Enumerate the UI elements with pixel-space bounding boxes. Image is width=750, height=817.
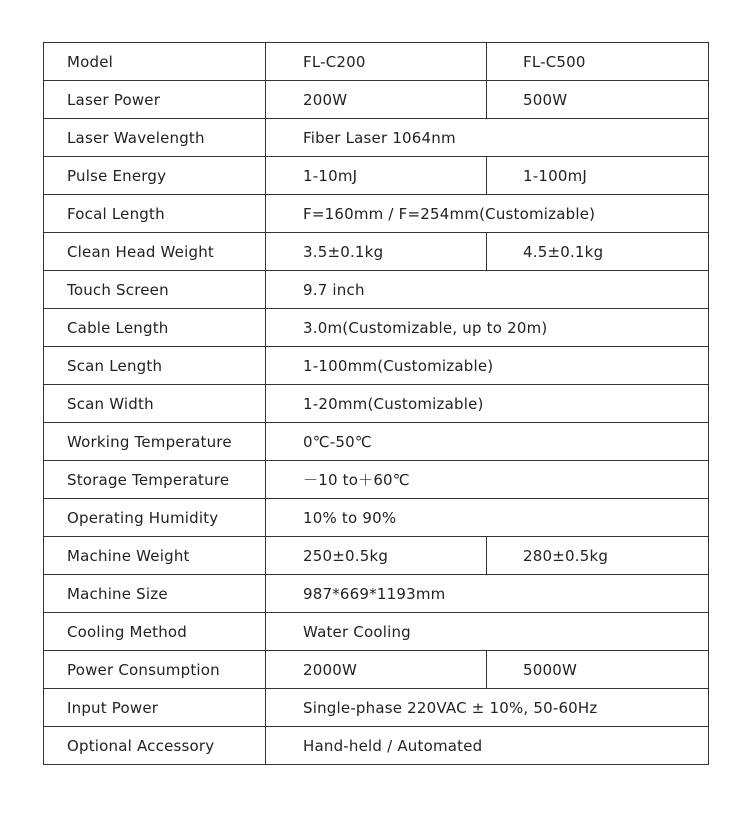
spec-label: Cable Length: [44, 309, 266, 347]
spec-label: Scan Width: [44, 385, 266, 423]
spec-label: Focal Length: [44, 195, 266, 233]
spec-value: 0℃-50℃: [266, 423, 709, 461]
table-row: [44, 575, 709, 613]
table-row: [44, 195, 709, 233]
spec-value-model-2: 5000W: [487, 651, 709, 689]
spec-value-model-1: FL-C200: [266, 43, 487, 81]
spec-value: －10 to＋60℃: [266, 461, 709, 499]
table-row: [44, 461, 709, 499]
table-row: [44, 157, 709, 195]
spec-value: 9.7 inch: [266, 271, 709, 309]
spec-label: Optional Accessory: [44, 727, 266, 765]
spec-value-model-1: 2000W: [266, 651, 487, 689]
spec-value: Fiber Laser 1064nm: [266, 119, 709, 157]
spec-label: Operating Humidity: [44, 499, 266, 537]
spec-value: Hand-held / Automated: [266, 727, 709, 765]
table-row: [44, 499, 709, 537]
table-row: [44, 309, 709, 347]
spec-value: 987*669*1193mm: [266, 575, 709, 613]
table-row: [44, 385, 709, 423]
spec-value: F=160mm / F=254mm(Customizable): [266, 195, 709, 233]
spec-label: Power Consumption: [44, 651, 266, 689]
spec-value: 3.0m(Customizable, up to 20m): [266, 309, 709, 347]
table-row: [44, 613, 709, 651]
spec-label: Input Power: [44, 689, 266, 727]
spec-value-model-1: 250±0.5kg: [266, 537, 487, 575]
table-row: [44, 119, 709, 157]
spec-value: 1-20mm(Customizable): [266, 385, 709, 423]
spec-value-model-2: FL-C500: [487, 43, 709, 81]
spec-value-model-1: 200W: [266, 81, 487, 119]
spec-value-model-1: 3.5±0.1kg: [266, 233, 487, 271]
spec-label: Pulse Energy: [44, 157, 266, 195]
table-row: [44, 81, 709, 119]
spec-label: Machine Weight: [44, 537, 266, 575]
spec-value-model-2: 280±0.5kg: [487, 537, 709, 575]
spec-label: Machine Size: [44, 575, 266, 613]
table-row: [44, 651, 709, 689]
spec-table-body: [44, 43, 709, 765]
spec-value-model-1: 1-10mJ: [266, 157, 487, 195]
spec-label: Storage Temperature: [44, 461, 266, 499]
spec-label: Model: [44, 43, 266, 81]
spec-value-model-2: 500W: [487, 81, 709, 119]
table-row: [44, 537, 709, 575]
table-row: [44, 727, 709, 765]
table-row: [44, 689, 709, 727]
spec-value: Single-phase 220VAC ± 10%, 50-60Hz: [266, 689, 709, 727]
table-row: [44, 233, 709, 271]
spec-value: 10% to 90%: [266, 499, 709, 537]
spec-value-model-2: 4.5±0.1kg: [487, 233, 709, 271]
spec-label: Laser Power: [44, 81, 266, 119]
table-row: [44, 271, 709, 309]
table-row: [44, 423, 709, 461]
table-row: [44, 347, 709, 385]
spec-value: 1-100mm(Customizable): [266, 347, 709, 385]
spec-table: [43, 42, 709, 765]
spec-label: Laser Wavelength: [44, 119, 266, 157]
spec-label: Scan Length: [44, 347, 266, 385]
spec-label: Clean Head Weight: [44, 233, 266, 271]
spec-value: Water Cooling: [266, 613, 709, 651]
spec-label: Touch Screen: [44, 271, 266, 309]
spec-value-model-2: 1-100mJ: [487, 157, 709, 195]
table-row: [44, 43, 709, 81]
spec-label: Working Temperature: [44, 423, 266, 461]
spec-label: Cooling Method: [44, 613, 266, 651]
